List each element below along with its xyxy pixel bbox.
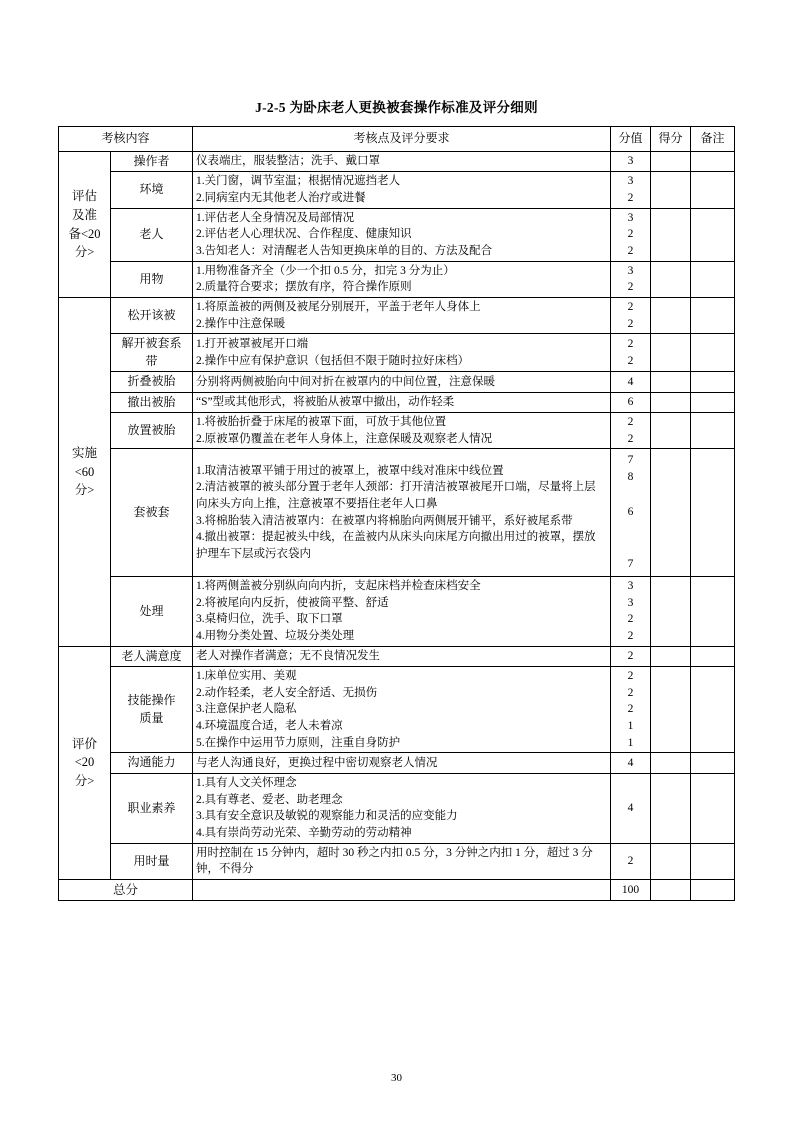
table-row <box>59 392 735 412</box>
score-cell[interactable] <box>651 152 691 172</box>
header-remark: 备注 <box>691 127 735 152</box>
score-cell[interactable] <box>651 392 691 412</box>
table-row <box>59 208 735 261</box>
subitem-label: 老人 <box>111 208 193 261</box>
requirement-cell: 1.关门窗，调节室温；根据情况遮挡老人 2.同病室内无其他老人治疗或进餐 <box>193 172 611 208</box>
subitem-label: 操作者 <box>111 152 193 172</box>
table-row <box>59 753 735 773</box>
remark-cell[interactable] <box>691 773 735 843</box>
header-points: 分值 <box>611 127 651 152</box>
remark-cell[interactable] <box>691 577 735 647</box>
subitem-label: 解开被套系 带 <box>111 334 193 372</box>
table-row <box>59 667 735 753</box>
requirement-cell: 1.取清洁被罩平铺于用过的被罩上，被罩中线对准床中线位置 2.清洁被罩的被头部分置于老年人颈部：打开清洁被罩被尾开口端，尽量将上层向床头方向上推，注意被罩不要捂住老年人口鼻 3.将棉胎装入清洁被罩内：在被罩内将棉胎向两侧展开铺平，系好被尾系带 4.撤出被罩：提起被头中线，在盖被内从床头向床尾方向撤出用过的被罩，摆放护理车下层或污衣袋内 <box>193 449 611 577</box>
points-cell: 2 <box>611 646 651 666</box>
score-cell[interactable] <box>651 413 691 449</box>
table-header-row <box>59 127 735 152</box>
subitem-label: 用时量 <box>111 843 193 879</box>
group-label-evaluation: 评价 <20 分> <box>59 646 111 879</box>
total-spacer <box>193 879 611 900</box>
subitem-label: 撤出被胎 <box>111 392 193 412</box>
score-cell[interactable] <box>651 172 691 208</box>
remark-cell[interactable] <box>691 172 735 208</box>
subitem-label: 环境 <box>111 172 193 208</box>
table-row <box>59 334 735 372</box>
table-row <box>59 646 735 666</box>
score-cell[interactable] <box>651 334 691 372</box>
subitem-label: 处理 <box>111 577 193 647</box>
table-row <box>59 449 735 577</box>
remark-cell[interactable] <box>691 261 735 297</box>
total-points: 100 <box>611 879 651 900</box>
points-cell: 6 <box>611 392 651 412</box>
remark-cell[interactable] <box>691 667 735 753</box>
page-number: 30 <box>391 1072 402 1084</box>
table-total-row <box>59 879 735 900</box>
requirement-cell: 仪表端庄，服装整洁；洗手、戴口罩 <box>193 152 611 172</box>
score-cell[interactable] <box>651 646 691 666</box>
score-cell[interactable] <box>651 843 691 879</box>
total-label: 总分 <box>59 879 193 900</box>
points-cell: 3 2 <box>611 172 651 208</box>
score-cell[interactable] <box>651 773 691 843</box>
remark-cell[interactable] <box>691 372 735 392</box>
points-cell: 3 <box>611 152 651 172</box>
remark-cell[interactable] <box>691 753 735 773</box>
remark-cell[interactable] <box>691 646 735 666</box>
points-cell: 3 3 2 2 <box>611 577 651 647</box>
requirement-cell: 老人对操作者满意；无不良情况发生 <box>193 646 611 666</box>
remark-cell[interactable] <box>691 208 735 261</box>
total-remark-cell[interactable] <box>691 879 735 900</box>
page-title: J-2-5 为卧床老人更换被套操作标准及评分细则 <box>255 100 538 115</box>
points-cell: 3 2 2 <box>611 208 651 261</box>
requirement-cell: 与老人沟通良好，更换过程中密切观察老人情况 <box>193 753 611 773</box>
requirement-cell: 1.打开被罩被尾开口端 2.操作中应有保护意识（包括但不限于随时拉好床档） <box>193 334 611 372</box>
table-row <box>59 298 735 334</box>
points-cell: 4 <box>611 372 651 392</box>
score-cell[interactable] <box>651 667 691 753</box>
remark-cell[interactable] <box>691 413 735 449</box>
points-cell: 2 2 2 1 1 <box>611 667 651 753</box>
group-label-assessment: 评估 及准 备<20 分> <box>59 152 111 298</box>
points-cell: 4 <box>611 773 651 843</box>
header-score: 得分 <box>651 127 691 152</box>
requirement-cell: 分别将两侧被胎向中间对折在被罩内的中间位置，注意保暖 <box>193 372 611 392</box>
requirement-cell: 1.评估老人全身情况及局部情况 2.评估老人心理状况、合作程度、健康知识 3.告知老人：对清醒老人告知更换床单的目的、方法及配合 <box>193 208 611 261</box>
subitem-label: 放置被胎 <box>111 413 193 449</box>
subitem-label: 技能操作 质量 <box>111 667 193 753</box>
table-row <box>59 172 735 208</box>
table-row <box>59 261 735 297</box>
subitem-label: 沟通能力 <box>111 753 193 773</box>
subitem-label: 用物 <box>111 261 193 297</box>
points-cell: 3 2 <box>611 261 651 297</box>
header-requirements: 考核点及评分要求 <box>193 127 611 152</box>
requirement-cell: 1.床单位实用、美观 2.动作轻柔，老人安全舒适、无损伤 3.注意保护老人隐私 4.环境温度合适，老人未着凉 5.在操作中运用节力原则，注重自身防护 <box>193 667 611 753</box>
score-cell[interactable] <box>651 298 691 334</box>
subitem-label: 套被套 <box>111 449 193 577</box>
score-cell[interactable] <box>651 577 691 647</box>
score-cell[interactable] <box>651 261 691 297</box>
table-row <box>59 843 735 879</box>
score-cell[interactable] <box>651 449 691 577</box>
table-row <box>59 577 735 647</box>
requirement-cell: 1.用物准备齐全（少一个扣 0.5 分，扣完 3 分为止） 2.质量符合要求；摆放有序，符合操作原则 <box>193 261 611 297</box>
remark-cell[interactable] <box>691 392 735 412</box>
requirement-cell: 1.具有人文关怀理念 2.具有尊老、爱老、助老理念 3.具有安全意识及敏锐的观察能力和灵活的应变能力 4.具有崇尚劳动光荣、辛勤劳动的劳动精神 <box>193 773 611 843</box>
subitem-label: 折叠被胎 <box>111 372 193 392</box>
scoring-table <box>58 126 735 901</box>
score-cell[interactable] <box>651 208 691 261</box>
subitem-label: 松开该被 <box>111 298 193 334</box>
requirement-cell: 1.将两侧盖被分别纵向向内折，支起床档并检查床档安全 2.将被尾向内反折，使被筒平整、舒适 3.桌椅归位，洗手、取下口罩 4.用物分类处置、垃圾分类处理 <box>193 577 611 647</box>
table-row <box>59 413 735 449</box>
score-cell[interactable] <box>651 753 691 773</box>
total-score-cell[interactable] <box>651 879 691 900</box>
table-row <box>59 372 735 392</box>
table-row <box>59 152 735 172</box>
points-cell: 2 2 <box>611 334 651 372</box>
remark-cell[interactable] <box>691 449 735 577</box>
remark-cell[interactable] <box>691 298 735 334</box>
score-cell[interactable] <box>651 372 691 392</box>
remark-cell[interactable] <box>691 334 735 372</box>
points-cell: 7 8 6 7 <box>611 449 651 577</box>
points-cell: 4 <box>611 753 651 773</box>
table-row <box>59 773 735 843</box>
requirement-cell: 用时控制在 15 分钟内，超时 30 秒之内扣 0.5 分，3 分钟之内扣 1 分，超过 3 分钟，不得分 <box>193 843 611 879</box>
requirement-cell: 1.将被胎折叠于床尾的被罩下面，可放于其他位置 2.原被罩仍覆盖在老年人身体上，注意保暖及观察老人情况 <box>193 413 611 449</box>
points-cell: 2 <box>611 843 651 879</box>
group-label-implementation: 实施 <60 分> <box>59 298 111 647</box>
subitem-label: 老人满意度 <box>111 646 193 666</box>
requirement-cell: 1.将原盖被的两侧及被尾分别展开，平盖于老年人身体上 2.操作中注意保暖 <box>193 298 611 334</box>
subitem-label: 职业素养 <box>111 773 193 843</box>
remark-cell[interactable] <box>691 152 735 172</box>
header-content: 考核内容 <box>59 127 193 152</box>
requirement-cell: “S”型或其他形式，将被胎从被罩中撤出，动作轻柔 <box>193 392 611 412</box>
remark-cell[interactable] <box>691 843 735 879</box>
points-cell: 2 2 <box>611 413 651 449</box>
points-cell: 2 2 <box>611 298 651 334</box>
